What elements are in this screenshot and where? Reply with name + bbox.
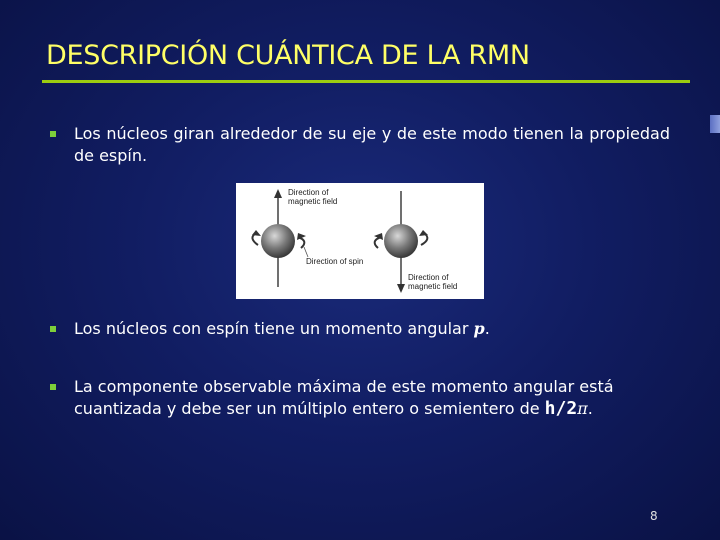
momentum-symbol: p xyxy=(473,319,485,338)
left-nucleus xyxy=(261,224,295,258)
bullet-item-spin xyxy=(50,123,670,167)
page-number: 8 xyxy=(650,509,658,523)
slide-title: DESCRIPCIÓN CUÁNTICA DE LA RMN xyxy=(46,40,530,71)
bullet-text: Los núcleos con espín tiene un momento angular p. xyxy=(74,319,490,338)
right-arrowhead xyxy=(397,284,405,293)
bullet-marker xyxy=(50,131,56,137)
title-underline xyxy=(42,80,690,83)
pi-symbol: π xyxy=(577,399,588,418)
bullet-text: La componente observable máxima de este momento angular está cuantizada y debe ser un múltiplo entero o semientero de h/2π. xyxy=(74,377,614,419)
slash-two-symbol: /2 xyxy=(555,398,578,419)
decorative-bar xyxy=(710,115,720,133)
label-field-top: Direction of magnetic field xyxy=(288,188,338,206)
bullet-text: Los núcleos giran alrededor de su eje y de este modo tienen la propiedad de espín. xyxy=(74,124,670,165)
label-spin: Direction of spin xyxy=(306,257,364,266)
label-field-bottom: Direction of magnetic field xyxy=(408,273,458,291)
right-nucleus xyxy=(384,224,418,258)
left-arrowhead xyxy=(274,189,282,198)
planck-symbol: h xyxy=(544,398,556,419)
bullet-item-quantization xyxy=(50,376,670,420)
bullet-marker xyxy=(50,384,56,390)
bullet-marker xyxy=(50,326,56,332)
spin-diagram xyxy=(236,183,484,299)
bullet-item-momentum xyxy=(50,318,670,340)
